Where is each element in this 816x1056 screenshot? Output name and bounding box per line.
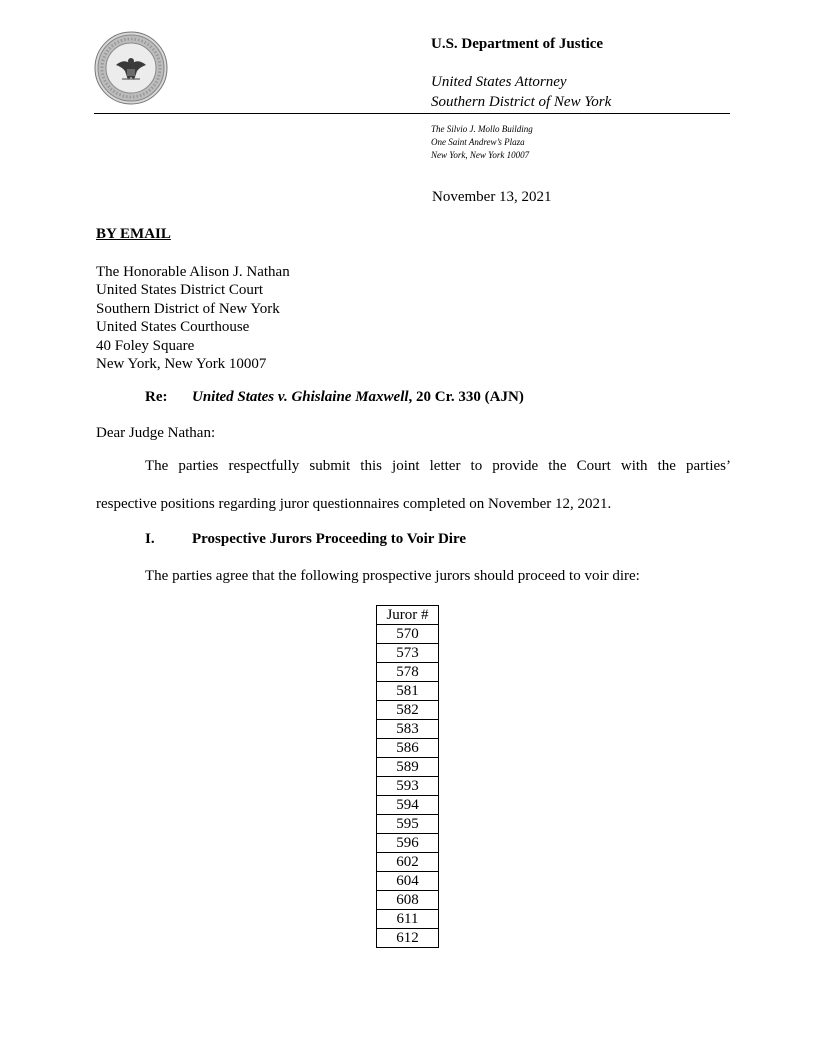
intro-paragraph-line1 <box>96 458 731 478</box>
seal-icon <box>94 31 168 105</box>
intro-paragraph-word: The <box>145 458 169 474</box>
table-row <box>377 625 439 644</box>
address-city: New York, New York 10007 <box>431 150 530 160</box>
intro-paragraph <box>96 458 731 513</box>
re-label: Re: <box>145 389 168 405</box>
table-row <box>377 701 439 720</box>
intro-paragraph-word: provide <box>492 458 539 474</box>
intro-paragraph-word: the <box>548 458 567 474</box>
section-title: Prospective Jurors Proceeding to Voir Dire <box>192 531 466 547</box>
intro-paragraph-line2: respective positions regarding juror questionnaires completed on November 12, 2021. <box>96 496 612 512</box>
intro-paragraph-word: this <box>360 458 382 474</box>
intro-paragraph-word: respectfully <box>228 458 300 474</box>
intro-paragraph-word: Court <box>576 458 611 474</box>
juror-number: 602 <box>377 853 439 872</box>
delivery-method: BY EMAIL <box>96 226 171 242</box>
intro-paragraph-word: parties’ <box>686 458 731 474</box>
table-row <box>377 815 439 834</box>
recipient-court: United States District Court <box>96 282 264 299</box>
recipient-name: The Honorable Alison J. Nathan <box>96 264 290 280</box>
recipient-city: New York, New York 10007 <box>96 356 267 373</box>
letter-date: November 13, 2021 <box>432 189 552 205</box>
salutation: Dear Judge Nathan: <box>96 425 216 441</box>
table-row <box>377 777 439 796</box>
juror-number: 573 <box>377 644 439 663</box>
office-title: United States Attorney <box>431 74 567 90</box>
section-heading <box>145 531 466 548</box>
juror-table-header-row <box>377 606 439 625</box>
juror-number: 582 <box>377 701 439 720</box>
table-row <box>377 682 439 701</box>
juror-number: 570 <box>377 625 439 644</box>
intro-paragraph-word: the <box>657 458 676 474</box>
intro-paragraph-word: with <box>620 458 648 474</box>
intro-paragraph-word: letter <box>429 458 461 474</box>
address-plaza: One Saint Andrew’s Plaza <box>431 137 525 147</box>
juror-number: 581 <box>377 682 439 701</box>
juror-table <box>376 605 439 948</box>
office-block <box>431 72 611 112</box>
juror-number: 612 <box>377 929 439 948</box>
table-row <box>377 853 439 872</box>
table-row <box>377 872 439 891</box>
recipient-street: 40 Foley Square <box>96 337 195 354</box>
table-row <box>377 720 439 739</box>
table-row <box>377 929 439 948</box>
table-row <box>377 834 439 853</box>
juror-number: 593 <box>377 777 439 796</box>
juror-number: 594 <box>377 796 439 815</box>
juror-number: 604 <box>377 872 439 891</box>
table-row <box>377 644 439 663</box>
table-row <box>377 663 439 682</box>
intro-paragraph-word: joint <box>392 458 420 474</box>
juror-number: 596 <box>377 834 439 853</box>
letterhead-divider <box>94 113 730 114</box>
case-number: , 20 Cr. 330 (AJN) <box>408 389 524 405</box>
juror-number: 611 <box>377 910 439 929</box>
office-district: Southern District of New York <box>431 94 612 110</box>
juror-number: 608 <box>377 891 439 910</box>
recipient-block <box>96 263 290 373</box>
recipient-courthouse: United States Courthouse <box>96 319 250 336</box>
doj-seal <box>94 31 168 105</box>
juror-number: 583 <box>377 720 439 739</box>
juror-table-body <box>377 625 439 948</box>
section-number: I. <box>145 531 155 547</box>
agreement-text: The parties agree that the following prospective jurors should proceed to voir dire: <box>145 568 640 584</box>
case-name: United States v. Ghislaine Maxwell <box>192 389 409 405</box>
intro-paragraph-word: submit <box>309 458 351 474</box>
intro-paragraph-word: parties <box>178 458 219 474</box>
table-row <box>377 758 439 777</box>
table-row <box>377 739 439 758</box>
juror-table-header: Juror # <box>377 606 439 625</box>
juror-number: 586 <box>377 739 439 758</box>
address-building: The Silvio J. Mollo Building <box>431 124 533 134</box>
recipient-district: Southern District of New York <box>96 300 280 317</box>
department-name: U.S. Department of Justice <box>431 36 604 52</box>
office-address <box>431 123 533 162</box>
table-row <box>377 910 439 929</box>
juror-number: 595 <box>377 815 439 834</box>
table-row <box>377 891 439 910</box>
intro-paragraph-word: to <box>470 458 483 474</box>
table-row <box>377 796 439 815</box>
juror-number: 589 <box>377 758 439 777</box>
juror-number: 578 <box>377 663 439 682</box>
re-line <box>145 389 524 406</box>
